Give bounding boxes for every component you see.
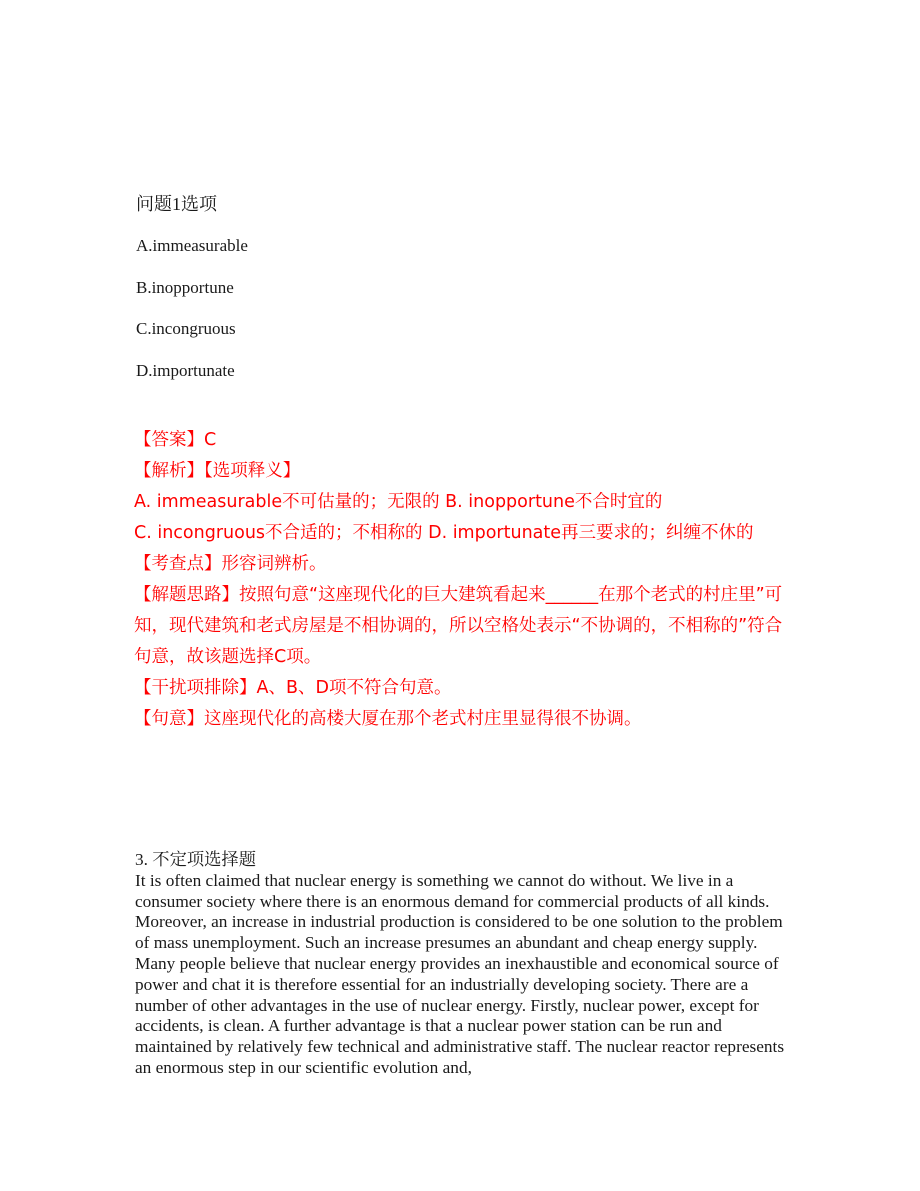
reading-passage: It is often claimed that nuclear energy is something we cannot do without. We live in a consumer society where there is an enormous demand for commercial products of all kinds. Moreover, an increase in industrial production is considered to be one solution to the problem of mass unemployment. Such an increase presumes an abundant and cheap energy supply. Many people believe that nuclear energy provides an inexhaustible and economical source of power and chat it is therefore essential for an industrially developing society. There are a number of other advantages in the use of nuclear energy. Firstly, nuclear power, except for accidents, is clean. A further advantage is that a nuclear power station can be run and maintained by relatively few technical and administrative staff. The nuclear reactor represents an enormous step in our scientific evolution and, [135,870,785,1077]
question-3 [135,850,795,1079]
question-3-title: 3. 不定项选择题 [135,850,256,869]
reasoning: 【解题思路】按照句意“这座现代化的巨大建筑看起来______在那个老式的村庄里”可知，现代建筑和老式房屋是不相协调的，所以空格处表示“不协调的，不相称的”符合句意，故该题选择C项。 [134,585,783,667]
option-b: B.inopportune [136,278,234,297]
option-d: D.importunate [136,361,235,380]
answer-line: 【答案】C [134,430,217,450]
question-options-header: 问题1选项 [136,194,217,214]
definitions-line-1: A. immeasurable不可估量的；无限的 B. inopportune不合时宜的 [134,492,663,512]
definitions-line-2: C. incongruous不合适的；不相称的 D. importunate再三要求的；纠缠不休的 [134,523,754,543]
option-c: C.incongruous [136,319,236,338]
option-a: A.immeasurable [136,236,248,255]
distractor-elimination: 【干扰项排除】A、B、D项不符合句意。 [134,678,452,698]
answer-analysis [134,425,794,735]
explanation-title: 【解析】【选项释义】 [134,461,301,481]
exam-point: 【考查点】形容词辨析。 [134,554,327,574]
sentence-meaning: 【句意】这座现代化的高楼大厦在那个老式村庄里显得很不协调。 [134,709,642,729]
